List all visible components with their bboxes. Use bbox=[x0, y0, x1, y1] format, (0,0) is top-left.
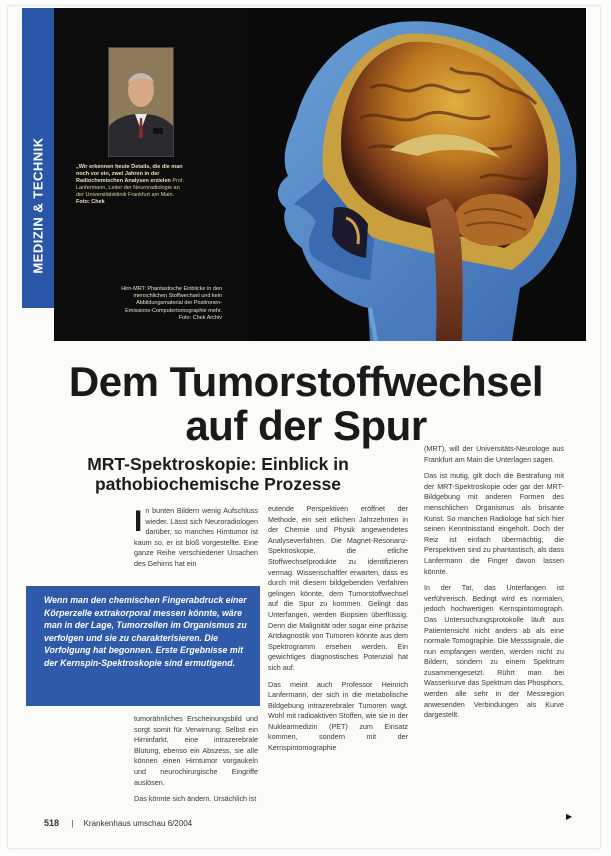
section-label bbox=[22, 8, 54, 308]
page-number: 518 bbox=[44, 818, 60, 828]
portrait-photo bbox=[108, 47, 174, 157]
mri-caption-credit: Foto: Chek Archiv bbox=[178, 314, 222, 321]
portrait-caption-quote: „Wir erkennen heute Details, die die man noch vor ein, zwei Jahren in der Radiochemischen Analysen erzielen bbox=[76, 164, 183, 184]
publication-name: Krankenhaus umschau 6/2004 bbox=[83, 819, 193, 828]
column-2 bbox=[268, 504, 408, 760]
column-1-paragraph-2: Das könnte sich ändern. Ursächlich ist bbox=[134, 794, 257, 804]
column-2-paragraph-1: eutende Perspektiven eröffnet der Methode, ein seit etlichen Jahrzehnten in der Chemie und Physik angewendetes Analyseverfahren. Die Magnet-Resonanz-Spektroskopie, die etliche Stoffwechselprodukte zu identifizieren vermag. Wissenschaftler erwarten, dass es durch mit diesem bildgebenden Verfahren gelingen könnte, dem Tumorstoffwechsel auf die Spur zu kommen. Gelingt das Unterfangen, werden Biopsien überflüssig. Denn die Malignität oder sogar eine präzise Artdiagnostik von Tumoren könnte aus dem Spektrogramm ersehen werden. Ein gewichtiges diagnostisches Potenzial hat sich auf. bbox=[268, 504, 408, 672]
portrait-caption-body: Prof. Lanfermann, Leiter der Neuroradiologie an der Universitätsklinik Frankfurt am Main. bbox=[76, 178, 185, 198]
subhead-line-1: MRT-Spektroskopie: Einblick in bbox=[87, 454, 349, 474]
mri-head-image bbox=[250, 8, 586, 341]
headline-line-1: Dem Tumorstoffwechsel bbox=[68, 358, 544, 405]
column-2-paragraph-2: Das meint auch Professor Heinrich Lanfermann, der sich in die metabolische Bildgebung intrazerebraler Tumoren wagt. Wohl mit radioaktiven Stoffen, wie sie in der Nuklearmedizin (PET) zum Einsatz kommen, sondern mit der Kernspintomographie bbox=[268, 679, 408, 753]
portrait-illustration bbox=[109, 48, 173, 156]
column-3-paragraph-3: In der Tat, das Unterfangen ist verführerisch. Bedingt wird es normalen, jedoch hochwertigen Kernspintomograph. Das Untersuchungsprotokolle läuft aus Patientensicht nicht anders ab als eine normale Tomographie. Die Messsignale, die nun empfangen werden, werden nicht zu Bildern, sondern zu einem Spektrum zusammengesetzt. Rührt man bei Wasserkurve das Spektrum das Phosphors, werden alle sehr in der Messregion anwesenden Verbindungen als Kurve dargestellt. bbox=[424, 583, 564, 720]
column-1-bottom bbox=[134, 714, 258, 811]
article-subhead bbox=[40, 454, 396, 494]
column-1-top-text: n bunten Bildern wenig Aufschluss wieder. Lässt sich Neuroradiologen darüber, so manches Hirntumor ist kaum so, er ist bloß vorgestellte. Eine ganze Reihe verschiedener Ursachen des Gehirns hat ein bbox=[134, 506, 258, 568]
page-footer bbox=[44, 818, 192, 828]
portrait-caption-credit: Foto: Chek bbox=[76, 199, 105, 205]
portrait-caption bbox=[76, 164, 184, 206]
pull-quote-text: Wenn man den chemischen Fingerabdruck einer Körperzelle extrakorporal messen könnte, wäre man in der Lage, Tumorzellen im Organismus zu verfolgen und sie zu charakterisieren. Die Vorfolgung hat begonnen. Erste Ergebnisse mit der Kernspin-Spektroskopie sind ermutigend. bbox=[44, 595, 247, 668]
column-3-paragraph-2: Das ist mutig, gilt doch die Bestrafung mit der MRT-Spektroskopie oder gar der MRT-Bildgebung mit anderen Formen des menschlichen Organismus als brisante Kunst. So manchen Radiologe hat sich hier seinen Kenntnisstand eingeholt. Doch der Reiz ist einfach übermächtig, die Perspektiven sind zu phantastisch, als dass Lanfermann die Finger davon lassen könnte. bbox=[424, 471, 564, 576]
column-1-top bbox=[134, 506, 258, 570]
mri-caption bbox=[112, 286, 222, 322]
dropcap: I bbox=[134, 505, 143, 538]
continue-arrow-icon: ▶ bbox=[566, 812, 573, 821]
subhead-line-2: pathobiochemische Prozesse bbox=[94, 474, 342, 494]
footer-divider: | bbox=[71, 819, 74, 828]
section-label-text: MEDIZIN & TECHNIK bbox=[30, 137, 46, 274]
column-3 bbox=[424, 444, 564, 727]
headline-line-2: auf der Spur bbox=[185, 402, 427, 449]
article-headline bbox=[46, 360, 566, 448]
column-1-paragraph-1: tumorähnliches Erscheinungsbild und sorgt somit für Verwirrung: Selbst ein Hirninfarkt, eine intrazerebrale Blutung, ebenso ein Abszess, sie alle können einen Hirntumor vorgaukeln und neurochirurgische Eingriffe auslösen. bbox=[134, 714, 258, 787]
column-3-paragraph-1: (MRT), will der Universitäts-Neurologe aus Frankfurt am Main die Unterlagen sagen. bbox=[424, 444, 564, 464]
pull-quote bbox=[26, 586, 260, 706]
mri-caption-text: Hirn-MRT: Phantastische Einblicke in den menschlichen Stoffwechsel und kein Abbildungsmaterial der Positronen-Emissions-Computertomographie mehr. bbox=[121, 286, 222, 314]
